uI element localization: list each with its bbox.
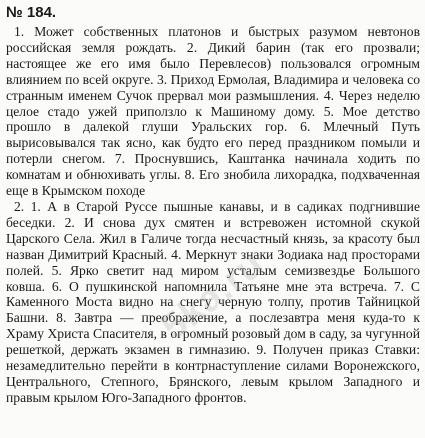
exercise-block	[6, 4, 420, 406]
exercise-paragraph-1: 1. Может собственных платонов и быстрых разумом невтонов российская земля рождать. 2. Дикий барин (так его прозвали; настоящее же его имя было Перевлесов) пользовался огромным влиянием по всей округе. 3. Приход Ермолая, Владимира и человека со странным именем Сучок прервал мои размышления. 4. Через неделю целое стадо ужей приползло к Машиному дому. 5. Мое детство прошло в далекой глуши Уральских гор. 6. Млечный Путь вырисовывался так ясно, как будто его перед праздником помыли и потерли снегом. 7. Проснувшись, Каштанка начинала ходить по комнатам и обнюхивать углы. 8. Его знобила лихорадка, подхваченная еще в Крымском походе	[6, 24, 420, 199]
exercise-number: № 184.	[6, 4, 57, 21]
site-watermark: 5ka.ru	[153, 243, 273, 349]
exercise-paragraph-2: 2. 1. А в Старой Руссе пышные канавы, и в садиках подгнившие беседки. 2. И снова дух смятен и встревожен истомной скукой Царского Села. Жил в Галиче тогда несчастный князь, за красоту был назван Димитрий Красный. 4. Меркнут знаки Зодиака над просторами полей. 5. Ярко светит над миром усталым семизвездье Большого ковша. 6. О пушкинской напомнила Татьяне мне эта встреча. 7. С Каменного Моста видно на снегу черную толпу, против Тайницкой Башни. 8. Завтра — преображение, а послезавтра меня куда-то к Храму Христа Спасителя, в огромный розовый дом в саду, за чугунной решеткой, держать экзамен в гимназию. 9. Получен приказ Ставки: незамедлительно перейти в контрнаступление силами Воронежского, Центрального, Степного, Брянского, левым крылом Западного и правым крылом Юго-Западного фронтов.	[6, 198, 420, 405]
